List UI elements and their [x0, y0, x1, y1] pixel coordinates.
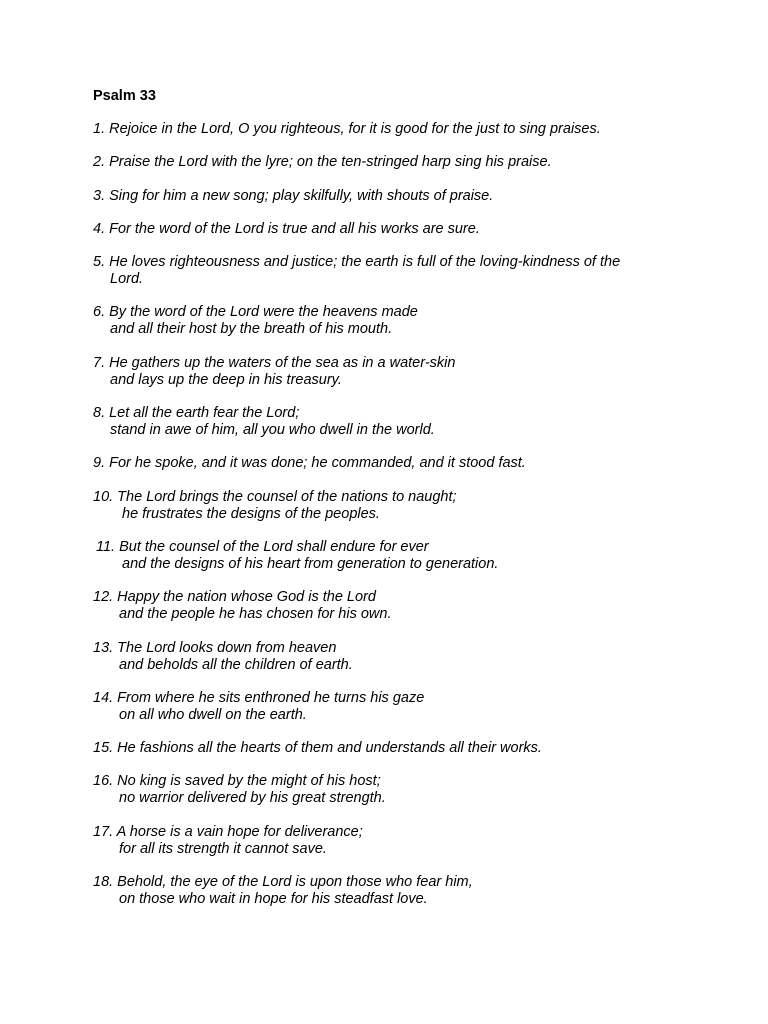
verse-line: 2. Praise the Lord with the lyre; on the ten-stringed harp sing his praise.: [93, 154, 552, 171]
verse-8: [93, 405, 733, 439]
verse-line: 13. The Lord looks down from heaven: [93, 639, 337, 656]
verse-line: 5. He loves righteousness and justice; the earth is full of the loving-kindness of the: [93, 254, 621, 271]
verse-line: 6. By the word of the Lord were the heavens made: [93, 304, 418, 321]
verse-15: [93, 740, 733, 757]
verse-continuation-line: he frustrates the designs of the peoples.: [122, 505, 380, 522]
verse-continuation-line: and lays up the deep in his treasury.: [110, 371, 342, 388]
verse-12: [93, 589, 733, 623]
document-title: Psalm 33: [93, 88, 156, 104]
verse-10: [93, 489, 733, 523]
verse-line: 11. But the counsel of the Lord shall endure for ever: [96, 538, 429, 555]
verse-4: [93, 221, 733, 238]
verse-2: [93, 154, 733, 171]
verse-continuation-line: and beholds all the children of earth.: [119, 656, 353, 673]
verse-line: 15. He fashions all the hearts of them and understands all their works.: [93, 740, 542, 757]
verse-line: 8. Let all the earth fear the Lord;: [93, 405, 300, 422]
verse-line: 3. Sing for him a new song; play skilfully, with shouts of praise.: [93, 187, 494, 204]
verse-11: [93, 539, 733, 573]
verse-list: [93, 121, 733, 908]
verse-1: [93, 121, 733, 138]
verse-line: 16. No king is saved by the might of his host;: [93, 773, 381, 790]
verse-line: 18. Behold, the eye of the Lord is upon those who fear him,: [93, 874, 473, 891]
verse-continuation-line: and the designs of his heart from generation to generation.: [122, 555, 499, 572]
verse-5: [93, 254, 733, 288]
verse-13: [93, 640, 733, 674]
verse-line: 10. The Lord brings the counsel of the nations to naught;: [93, 488, 457, 505]
verse-continuation-line: no warrior delivered by his great strength.: [119, 790, 386, 807]
verse-continuation-line: Lord.: [110, 271, 144, 288]
verse-18: [93, 874, 733, 908]
verse-continuation-line: and all their host by the breath of his mouth.: [110, 321, 393, 338]
verse-17: [93, 824, 733, 858]
verse-continuation-line: on those who wait in hope for his steadfast love.: [119, 891, 428, 908]
verse-line: 9. For he spoke, and it was done; he commanded, and it stood fast.: [93, 455, 526, 472]
verse-continuation-line: on all who dwell on the earth.: [119, 706, 307, 723]
verse-16: [93, 773, 733, 807]
verse-continuation-line: stand in awe of him, all you who dwell in the world.: [110, 422, 435, 439]
verse-line: 4. For the word of the Lord is true and all his works are sure.: [93, 220, 480, 237]
verse-9: [93, 455, 733, 472]
verse-continuation-line: for all its strength it cannot save.: [119, 840, 327, 857]
verse-line: 12. Happy the nation whose God is the Lord: [93, 589, 376, 606]
verse-14: [93, 690, 733, 724]
verse-line: 7. He gathers up the waters of the sea as in a water-skin: [93, 354, 456, 371]
verse-line: 17. A horse is a vain hope for deliverance;: [93, 823, 363, 840]
verse-line: 1. Rejoice in the Lord, O you righteous, for it is good for the just to sing praises.: [93, 121, 601, 137]
verse-6: [93, 304, 733, 338]
verse-continuation-line: and the people he has chosen for his own.: [119, 606, 392, 623]
verse-7: [93, 355, 733, 389]
document-page: [93, 88, 733, 924]
verse-line: 14. From where he sits enthroned he turns his gaze: [93, 689, 425, 706]
verse-3: [93, 188, 733, 205]
